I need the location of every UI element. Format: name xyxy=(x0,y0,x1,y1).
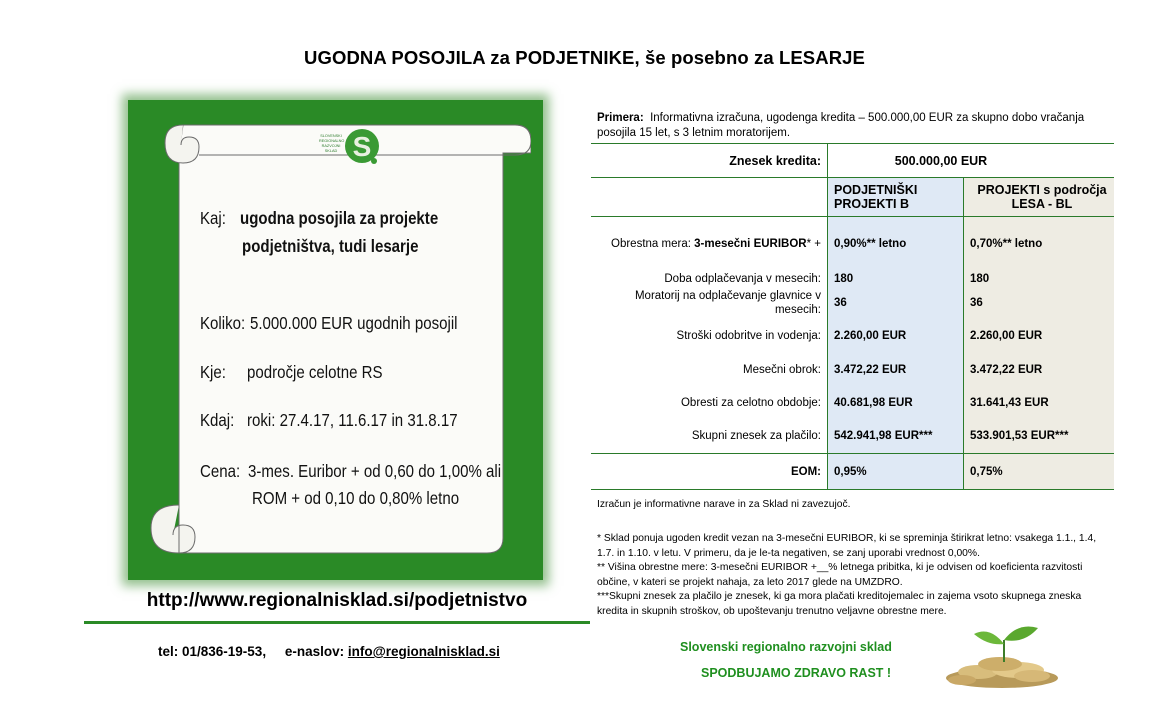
table-row xyxy=(591,144,1114,178)
col1-header: PODJETNIŠKI PROJEKTI B xyxy=(828,178,964,217)
kaj-label: Kaj: xyxy=(200,208,226,228)
table-row xyxy=(591,217,1114,271)
logo-text: SLOVENSKI REGIONALNO RAZVOJNI SKLAD xyxy=(319,134,345,153)
cena-label: Cena: xyxy=(200,461,241,481)
rate-label: Obrestna mera: 3-mesečni EURIBOR* + xyxy=(591,217,828,271)
website-link[interactable]: http://www.regionalnisklad.si/podjetnistvo xyxy=(146,590,528,611)
amount-label: Znesek kredita: xyxy=(591,144,828,178)
slogan: SPODBUJAMO ZDRAVO RAST ! xyxy=(701,666,892,680)
coins-plant-icon xyxy=(940,622,1062,690)
footnote-2: ** Višina obrestne mere: 3-mesečni EURIBOR +__% letnega pribitka, ki je odvisen od koeficienta razvitosti občine, v kateri se projekt nahaja, za leto 2017 glede na UMZDRO. xyxy=(597,562,1083,588)
intro-label: Primera: xyxy=(597,112,644,124)
table-row: Skupni znesek za plačilo: 542.941,98 EUR*** 533.901,53 EUR*** xyxy=(591,420,1114,454)
contact-line xyxy=(158,644,500,659)
phone: tel: 01/836-19-53, xyxy=(158,644,267,659)
table-row: Mesečni obrok: 3.472,22 EUR 3.472,22 EUR xyxy=(591,353,1114,387)
email-label: e-naslov: xyxy=(284,644,345,659)
table-row: Stroški odobritve in vodenja: 2.260,00 EUR 2.260,00 EUR xyxy=(591,319,1114,353)
eom-v2: 0,75% xyxy=(964,454,1115,490)
footnote-3: ***Skupni znesek za plačilo je znesek, ki ga mora plačati kreditojemalec in zajema vsoto skupnega zneska kredita in skupnih stroškov, ob upoštevanju trenutno veljavne obrestne mere. xyxy=(597,591,1082,617)
table-row xyxy=(591,454,1114,490)
table-row: Doba odplačevanja v mesecih: 180 180 xyxy=(591,271,1114,287)
koliko-value: 5.000.000 EUR ugodnih posojil xyxy=(250,313,458,333)
amount-value: 500.000,00 EUR xyxy=(828,144,1115,178)
email-link[interactable]: info@regionalnisklad.si xyxy=(347,644,500,659)
kdaj-label: Kdaj: xyxy=(200,410,235,430)
kdaj-value: roki: 27.4.17, 11.6.17 in 31.8.17 xyxy=(247,410,458,430)
col2-header: PROJEKTI s področja LESA - BL xyxy=(964,178,1115,217)
table-row: Moratorij na odplačevanje glavnice v mesecih: 36 36 xyxy=(591,287,1114,319)
intro-text xyxy=(597,111,1117,141)
kaj-line2: podjetništva, tudi lesarje xyxy=(242,236,419,256)
informative-note: Izračun je informativne narave in za Sklad ni zavezujoč. xyxy=(597,499,851,510)
page-title: UGODNA POSOJILA za PODJETNIKE, še posebno za LESARJE xyxy=(304,47,865,68)
table-row: Obresti za celotno obdobje: 40.681,98 EUR 31.641,43 EUR xyxy=(591,387,1114,420)
divider xyxy=(84,621,590,624)
kje-label: Kje: xyxy=(200,362,226,382)
footnote-1: * Sklad ponuja ugoden kredit vezan na 3-mesečni EURIBOR, ki se spreminja štirikrat letno: vsakega 1.1., 1.4, 1.7. in 1.10. v letu. V primeru, da je le-ta negativen, se zanj uporabi vrednost 0,00%. xyxy=(597,533,1097,559)
intro-body: Informativna izračuna, ugodenga kredita – 500.000,00 EUR za skupno dobo vračanja posojila 15 let, s 3 letnim moratorijem. xyxy=(597,112,1085,139)
koliko-label: Koliko: xyxy=(200,313,246,333)
footnotes xyxy=(597,532,1112,620)
cena-line2: ROM + od 0,10 do 0,80% letno xyxy=(252,488,460,508)
kaj-line1: ugodna posojila za projekte xyxy=(240,208,439,228)
logo-mark: S xyxy=(352,131,372,162)
cena-line1: 3-mes. Euribor + od 0,60 do 1,00% ali xyxy=(248,461,502,481)
eom-v1: 0,95% xyxy=(828,454,964,490)
eom-label: EOM: xyxy=(591,454,828,490)
kje-value: področje celotne RS xyxy=(247,362,383,382)
rate-v2: 0,70%** letno xyxy=(964,217,1115,271)
fund-name: Slovenski regionalno razvojni sklad xyxy=(680,640,892,654)
rate-v1: 0,90%** letno xyxy=(828,217,964,271)
table-row xyxy=(591,178,1114,217)
loan-table xyxy=(591,143,1114,490)
